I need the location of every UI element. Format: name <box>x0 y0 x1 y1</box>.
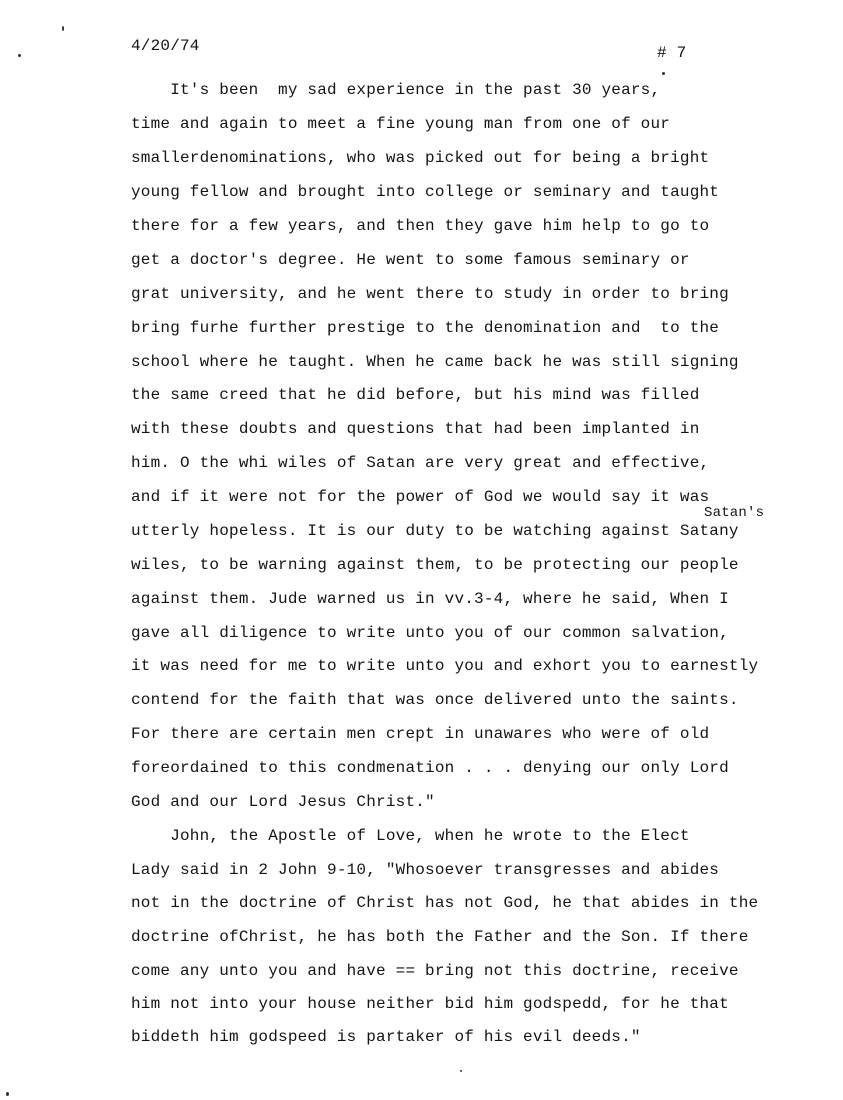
text-line: against them. Jude warned us in vv.3-4, where he said, When I <box>131 590 729 608</box>
scan-speck <box>662 72 665 75</box>
text-line: gave all diligence to write unto you of our common salvation, <box>131 624 729 642</box>
text-line: It's been my sad experience in the past 30 years, <box>131 81 661 99</box>
text-line: him. O the whi wiles of Satan are very great and effective, <box>131 454 710 472</box>
text-line: Lady said in 2 John 9-10, "Whosoever transgresses and abides <box>131 861 720 879</box>
text-line: and if it were not for the power of God we would say it was <box>131 488 710 506</box>
text-line: bring furhe further prestige to the denomination and to the <box>131 319 720 337</box>
text-line: contend for the faith that was once delivered unto the saints. <box>131 691 739 709</box>
text-line: get a doctor's degree. He went to some famous seminary or <box>131 251 690 269</box>
text-line: the same creed that he did before, but his mind was filled <box>131 386 700 404</box>
date: 4/20/74 <box>131 37 200 55</box>
text-line: time and again to meet a fine young man from one of our <box>131 115 671 133</box>
text-line: smallerdenominations, who was picked out for being a bright <box>131 149 710 167</box>
text-line: not in the doctrine of Christ has not God, he that abides in the <box>131 894 759 912</box>
text-line: with these doubts and questions that had been implanted in <box>131 420 700 438</box>
text-line: grat university, and he went there to study in order to bring <box>131 285 729 303</box>
text-line: young fellow and brought into college or seminary and taught <box>131 183 720 201</box>
text-line: biddeth him godspeed is partaker of his evil deeds." <box>131 1028 641 1046</box>
text-line: school where he taught. When he came back he was still signing <box>131 353 739 371</box>
text-line: doctrine ofChrist, he has both the Father and the Son. If there <box>131 928 749 946</box>
text-line: wiles, to be warning against them, to be protecting our people <box>131 556 739 574</box>
scan-speck <box>62 26 64 31</box>
scan-speck <box>18 54 21 57</box>
handwritten-insertion: Satan's <box>704 505 765 521</box>
scan-speck <box>460 1070 462 1072</box>
text-line: him not into your house neither bid him godspedd, for he that <box>131 995 729 1013</box>
page-number: # 7 <box>657 44 687 62</box>
text-line: utterly hopeless. It is our duty to be watching against Satany <box>131 522 739 540</box>
text-line: there for a few years, and then they gave him help to go to <box>131 217 710 235</box>
text-line: foreordained to this condmenation . . . denying our only Lord <box>131 759 729 777</box>
text-line: come any unto you and have == bring not this doctrine, receive <box>131 962 739 980</box>
text-line: For there are certain men crept in unawares who were of old <box>131 725 710 743</box>
text-line: it was need for me to write unto you and exhort you to earnestly <box>131 657 759 675</box>
text-line: John, the Apostle of Love, when he wrote to the Elect <box>131 827 690 845</box>
text-line: God and our Lord Jesus Christ." <box>131 793 435 811</box>
scan-speck <box>6 1092 9 1096</box>
